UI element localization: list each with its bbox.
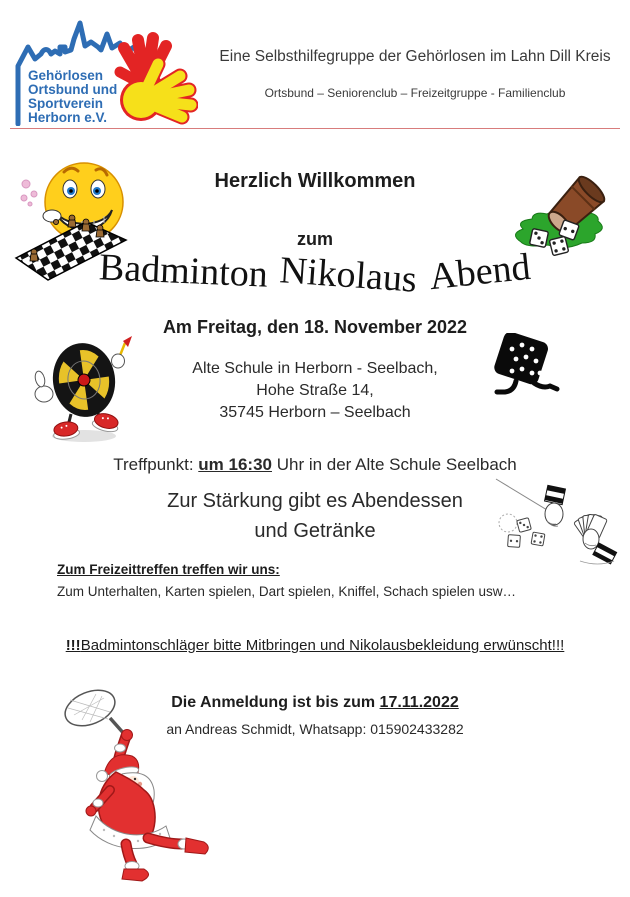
dart-hand	[112, 336, 133, 368]
dartboard-character-clipart	[26, 330, 138, 446]
title-word: Nikolaus	[278, 249, 419, 301]
registration-contact: an Andreas Schmidt, Whatsapp: 015902433282	[166, 721, 464, 737]
event-title	[0, 245, 630, 301]
santa-badminton-clipart	[52, 686, 220, 886]
food-line-1: Zur Stärkung gibt es Abendessen	[167, 490, 463, 512]
racket	[60, 686, 126, 736]
thumbs-up-glove	[34, 370, 53, 402]
meeting-time: um 16:30	[198, 455, 272, 474]
title-word: Abend	[427, 245, 533, 299]
title-word: Badminton	[98, 246, 270, 296]
address-line: Hohe Straße 14,	[256, 382, 374, 399]
svg-text:Sportverein: Sportverein	[28, 96, 104, 111]
welcome-heading: Herzlich Willkommen	[214, 170, 416, 192]
card-fan-hand	[574, 514, 617, 564]
notice-line	[0, 637, 630, 654]
thrown-dice	[508, 518, 545, 548]
registration-prefix: Die Anmeldung ist bis zum	[171, 694, 380, 711]
svg-text:Herborn e.V.: Herborn e.V.	[28, 110, 108, 125]
registration-deadline: 17.11.2022	[379, 694, 459, 711]
back-leg	[122, 844, 149, 881]
freizeit-heading: Zum Freizeittreffen treffen wir uns:	[57, 562, 280, 577]
zum-text: zum	[297, 229, 333, 249]
dice-throw-hand	[545, 485, 566, 526]
notice-text: Badmintonschläger bitte Mitbringen und Nikolausbekleidung erwünscht!!!	[80, 637, 565, 654]
event-date: Am Freitag, den 18. November 2022	[162, 317, 468, 337]
header-divider	[10, 128, 620, 129]
address-line: 35745 Herborn – Seelbach	[219, 404, 411, 421]
meeting-prefix: Treffpunkt:	[113, 455, 199, 474]
svg-text:Gehörlosen: Gehörlosen	[28, 68, 104, 83]
cards-dice-hands-clipart	[492, 475, 627, 567]
freizeit-text: Zum Unterhalten, Karten spielen, Dart spielen, Kniffel, Schach spielen usw…	[57, 584, 516, 599]
glove-hand	[43, 210, 61, 225]
address-line: Alte Schule in Herborn - Seelbach,	[192, 360, 438, 377]
running-dice-clipart	[488, 333, 566, 401]
svg-text:Ortsbund und: Ortsbund und	[28, 82, 118, 97]
header-tagline: Eine Selbsthilfegruppe der Gehörlosen im Lahn Dill Kreis	[219, 48, 611, 65]
header-subline: Ortsbund – Seniorenclub – Freizeitgruppe - Familienclub	[264, 86, 566, 100]
dartboard-body	[48, 339, 120, 421]
club-logo-text	[28, 68, 117, 125]
notice-prefix: !!!	[65, 637, 81, 654]
meeting-line	[0, 455, 630, 475]
meeting-suffix: Uhr in der Alte Schule Seelbach	[271, 455, 517, 474]
food-line-2: und Getränke	[254, 520, 376, 542]
front-leg	[148, 838, 208, 854]
club-logo	[8, 14, 198, 126]
